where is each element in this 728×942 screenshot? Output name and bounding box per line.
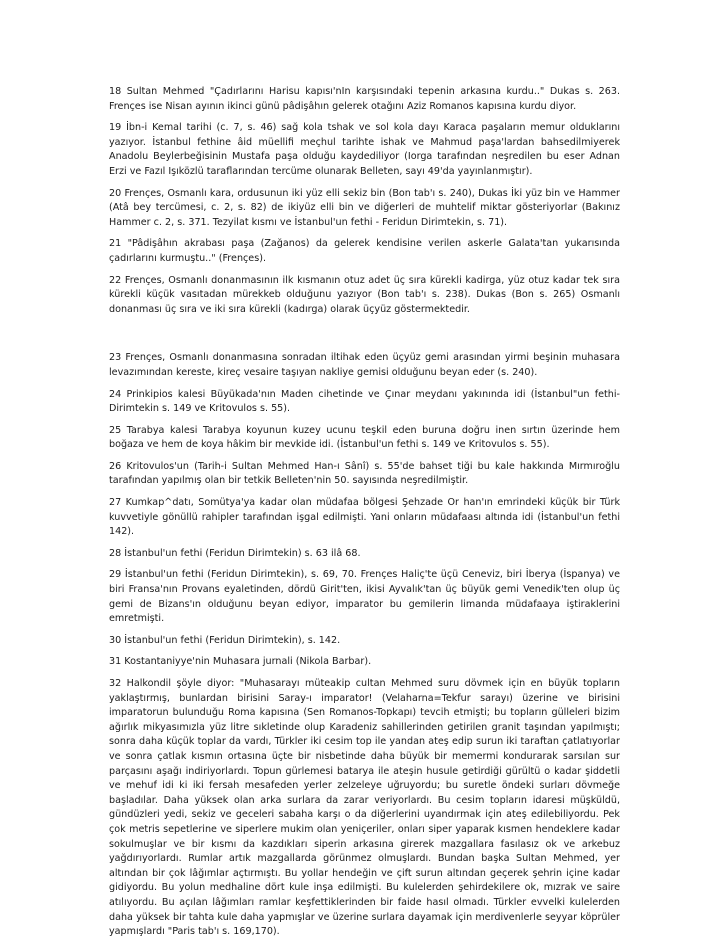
footnote-31: 31 Kostantaniyye'nin Muhasara jurnali (Nikola Barbar). xyxy=(109,656,372,668)
footnote-19: 19 İbn-i Kemal tarihi (c. 7, s. 46) sağ kola tshak ve sol kola dayı Karaca paşaların memur olduklarını yazıyor. İstanbul fethine âid müellifi meçhul tarihte ishak ve Mahmud paşa'lardan bahsedilmiyerek Anadolu Beylerbeğisinin Mustafa paşa olduğu kaydediliyor (Iorga tarafından neşredilen bu eser Adnan Erzi ve Fazıl Işıközlü taraflarından tercüme olunarak Belleten, sayı 49'da yayınlanmıştır). xyxy=(109,122,620,177)
footnote-29: 29 İstanbul'un fethi (Feridun Dirimtekin), s. 69, 70. Frençes Haliç'te üçü Ceneviz, biri İberya (İspanya) ve biri Fransa'nın Provans eyaletinden, dördü Girit'ten, ikisi Ayvalık'tan üç büyük gemi Venedik'ten olup üç gemi de Bizans'ın olduğunu beyan ediyor, imparator bu gemilerin limanda müdafaaya iştiraklerini emretmişti. xyxy=(109,569,620,625)
footnote-24: 24 Prinkipios kalesi Büyükada'nın Maden cihetinde ve Çınar meydanı yakınında idi (İstanbul"un fethi-Dirimtekin s. 149 ve Kritovulos s. 55). xyxy=(109,388,620,415)
footnote-30: 30 İstanbul'un fethi (Feridun Dirimtekin), s. 142. xyxy=(109,634,341,646)
footnote-18: 18 Sultan Mehmed "Çadırlarını Harisu kapısı'nIn karşısındaki tepenin arkasına kurdu.." Dukas s. 263. Frençes ise Nisan ayının ikinci günü pâdişâhın gelerek otağını Aziz Romanos kapısına kurdu diyor. xyxy=(109,86,620,112)
footnote-23: 23 Frençes, Osmanlı donanmasına sonradan iltihak eden üçyüz gemi arasından yirmi beşinin muhasara levazımından kereste, kireç vesaire taşıyan nakliye gemisi olduğunu beyan eder (s. 240). xyxy=(109,352,620,378)
footnote-20: 20 Frençes, Osmanlı kara, ordusunun iki yüz elli sekiz bin (Bon tab'ı s. 240), Dukas İki yüz bin ve Hammer (Atâ bey tercümesi, c. 2, s. 82) de ikiyüz elli bin ve diğerleri de muhtelif miktar gösteriyorlar (Bakınız Hammer c. 2, s. 371. Tezyilat kısmı ve İstanbul'un fethi - Feridun Dirimtekin, s. 71). xyxy=(109,187,620,228)
footnote-25: 25 Tarabya kalesi Tarabya koyunun kuzey ucunu teşkil eden buruna doğru inen sırtın üzerinde hem boğaza ve hem de koya hâkim bir mevkide idi. (İstanbul'un fethi s. 149 ve Kritovulos s. 55). xyxy=(109,424,620,451)
footnote-21: 21 "Pâdişâhın akrabası paşa (Zağanos) da gelerek kendisine verilen askerle Galata'tan yukarısında çadırlarını kurmuştu.." (Frençes). xyxy=(109,238,620,264)
section-gap xyxy=(109,324,620,351)
footnote-32: 32 Halkondil şöyle diyor: "Muhasarayı müteakip cultan Mehmed suru dövmek için en büyük topların yaklaştırmış, bunlardan birisini Saray-ı imparator! (Velaharna=Tekfur sarayı) üzerine ve birisini imparatorun bulunduğu Roma kapısına (Sen Romanos-Topkapı) tevcih etmişti; bu topların gülleleri bizim ağırlık mikyasımızla yüz litre sıkletinde olup Karadeniz sahillerinden getirilen granit taşından yapılmıştı; sonra daha küçük toplar da vardı, Türkler iki cesim top ile yandan ateş edip surun iki taraftan çatlatıyorlar ve sonra çatlak kısmın ortasına üçte bir nisbetinde daha büyük bir memermi kondurarak sarsılan sur parçasını aşağı indiriyorlardı. Topun gürlemesi batarya ile ateşin husule getirdiği gürültü o kadar şiddetli ve mehuf idi ki iki fersah mesafeden yerler zelzeleye uğruyordu; bu suretle öndeki surları dövmeğe başladılar. Daha yüksek olan arka surlara da zarar veriyorlardı. Bu cesim topların idaresi müşküldü, gündüzleri yedi, sekiz ve geceleri sabaha karşı o da diğerlerini uyandırmak için ateş edilebiliyordu. Pek çok metris sepetlerine ve siperlere mukim olan yeniçeriler, onları siper yaparak kısmen hendeklere kadar sokulmuşlar ve bir kısmı da kazdıkları siperin arkasına girerek mazgallara fasılasız ok ve arkebuz yağdırıyorlardı. Rumlar artık mazgallarda görünmez olmuşlardı. Bundan başka Sultan Mehmed, yer altından bir çok lâğımlar açtırmıştı. Bu yollar hendeğin ve çift surun altından geçerek şehrin içine kadar gidiyordu. Bu yolun medhaline dört kule inşa edilmişti. Bu kulelerden şehirdekilere ok, mızrak ve saire atılıyordu. Bu açılan lâğımları ramlar keşfettiklerinden bir faide hasıl olmadı. Türkler evvelki kulelerden daha yüksek bir tahta kule daha yapmışlar ve üzerine surlara dayamak için merdivenlerle seyyar köprüler yapmışlardı "Paris tab'ı s. 169,170). xyxy=(109,678,620,938)
footnote-22: 22 Frençes, Osmanlı donanmasının ilk kısmanın otuz adet üç sıra kürekli kadirga, yüz otuz kadar tek sıra kürekli küçük vasıtadan mürekkeb olduğunu yazıyor (Bon tab'ı s. 238). Dukas (Bon s. 265) Osmanlı donanması üç sıra ve iki sıra kürekli (kadırga) olarak üçyüz göstermektedir. xyxy=(109,274,620,315)
footnote-26: 26 Kritovulos'un (Tarih-i Sultan Mehmed Han-ı Sânî) s. 55'de bahset tiği bu kale hakkında Mırmıroğlu tarafından yapılmış olan bir tetkik Belleten'nin 50. sayısında neşredilmiştir. xyxy=(109,460,620,487)
footnote-27: 27 Kumkap^datı, Somütya'ya kadar olan müdafaa bölgesi Şehzade Or han'ın emrindeki küçük bir Türk kuvvetiyle gönüllü rahipler tarafından işgal edilmişti. Yani onların müdafaası altında idi (İstanbul'un fethi 142). xyxy=(109,497,620,538)
footnote-28: 28 İstanbul'un fethi (Feridun Dirimtekin) s. 63 ilâ 68. xyxy=(109,547,361,559)
